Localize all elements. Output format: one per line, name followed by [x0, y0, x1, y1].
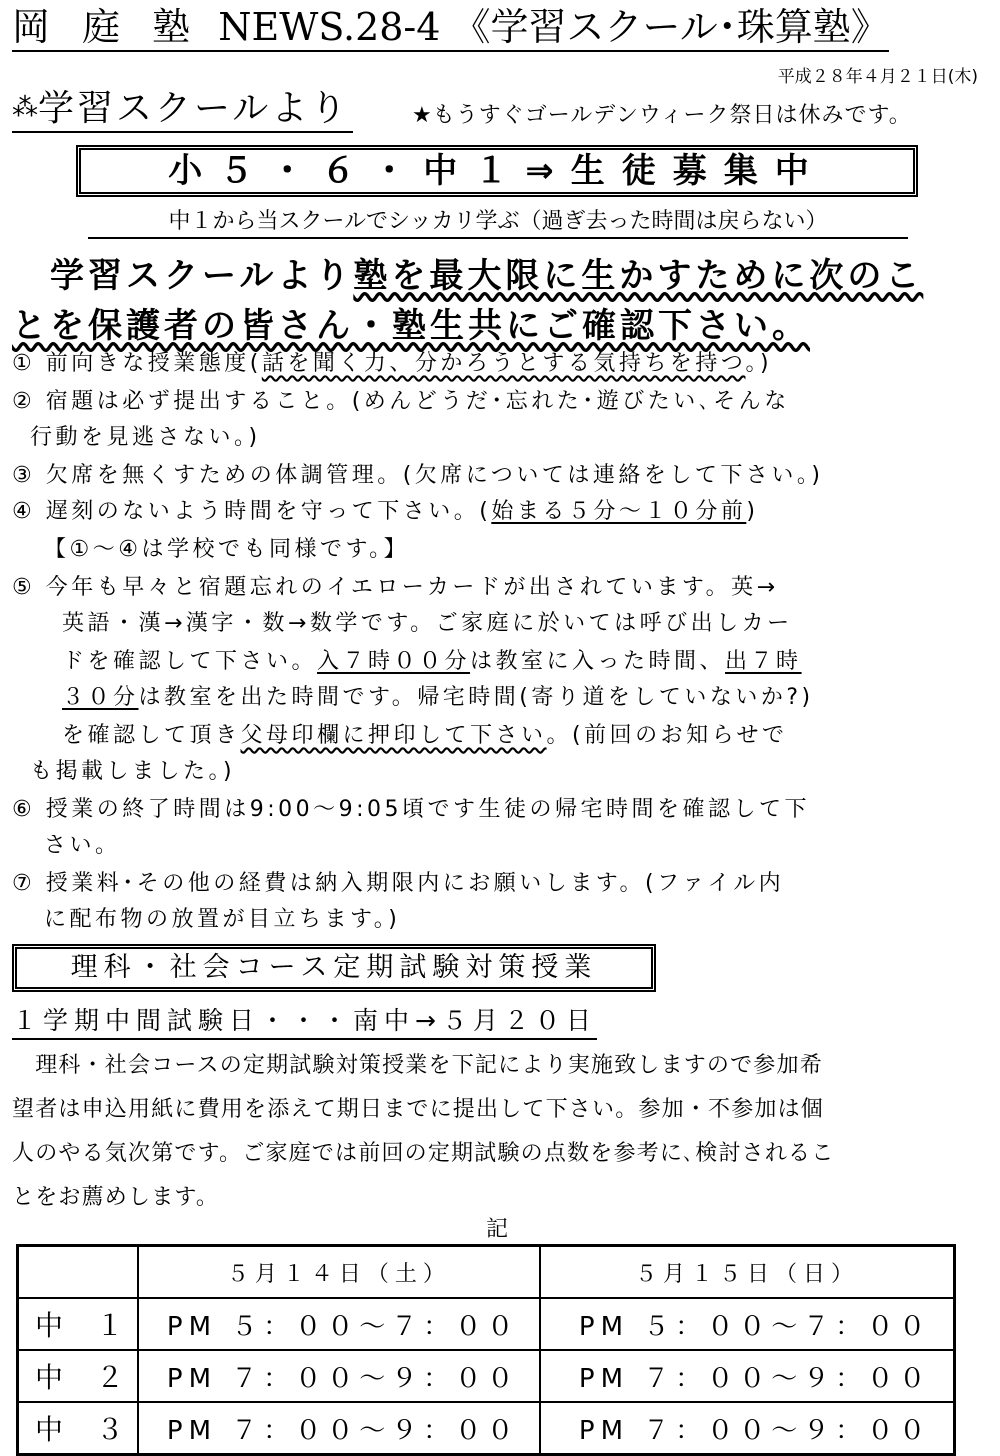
- intro-line-2: とを保護者の皆さん・塾生共にご確認下さい。: [12, 306, 810, 346]
- header-cell: ５月１４日（土）: [138, 1246, 540, 1299]
- para-line-1: 理科・社会コースの定期試験対策授業を下記により実施致しますので参加希: [12, 1053, 823, 1078]
- section-heading: [12, 86, 353, 133]
- recruitment-banner: [76, 145, 918, 197]
- item-6-cont: さい。: [44, 833, 121, 858]
- time-cell: PM ７：００～９：００: [138, 1402, 540, 1455]
- para-line-3: 人のやる気次第です。ご家庭では前回の定期試験の点数を参考に､検討されるこ: [12, 1141, 835, 1166]
- table-row: [18, 1298, 955, 1350]
- holiday-notice: ★もうすぐゴールデンウィーク祭日は休みです。: [412, 103, 912, 128]
- time-cell: PM ５：００～７：００: [138, 1298, 540, 1350]
- item-7-cont: に配布物の放置が目立ちます。): [44, 907, 401, 932]
- para-line-4: とをお薦めします。: [12, 1185, 220, 1210]
- time-cell: PM ７：００～９：００: [540, 1402, 955, 1455]
- item-5-line2: 英語・漢→漢字・数→数学です。ご家庭に於いては呼び出しカー: [62, 611, 793, 636]
- table-row: [18, 1350, 955, 1402]
- para-line-2: 望者は申込用紙に費用を添えて期日までに提出して下さい。参加・不参加は個: [12, 1097, 825, 1122]
- newsletter-subtitle: 《学習スクール･珠算塾》: [452, 5, 889, 49]
- intro-line-1: 学習スクールより塾を最大限に生かすために次のこ: [12, 256, 924, 296]
- ki-marker: 記: [486, 1217, 509, 1242]
- item-5-line6: も掲載しました。): [30, 759, 236, 784]
- item-5-line4: ３０分は教室を出た時間です。帰宅時間(寄り道をしていないか?): [62, 685, 814, 710]
- schedule-table: [16, 1244, 956, 1456]
- grade-cell: 中 １: [18, 1298, 138, 1350]
- item-5-line5: を確認して頂き父母印欄に押印して下さい。(前回のお知らせで: [62, 723, 788, 748]
- header-cell: ５月１５日（日）: [540, 1246, 955, 1299]
- item-4-note: 【①～④は学校でも同様です。】: [44, 537, 410, 562]
- grade-cell: 中 ２: [18, 1350, 138, 1402]
- course-box-title: 理科・社会コース定期試験対策授業: [12, 944, 656, 992]
- item-5-line3: ドを確認して下さい。入７時００分は教室に入った時間、出７時: [62, 649, 802, 674]
- item-5: ⑤ 今年も早々と宿題忘れのイエローカードが出されています。英→: [12, 575, 779, 600]
- time-cell: PM ５：００～７：００: [540, 1298, 955, 1350]
- banner-text: 小５・６・中１⇒生徒募集中: [168, 151, 826, 191]
- school-name: 岡 庭 塾: [12, 5, 201, 49]
- heading-text: 学習スクールより: [38, 88, 350, 129]
- item-7: ⑦ 授業料･その他の経費は納入期限内にお願いします。(ファイル内: [12, 871, 785, 896]
- table-row: [18, 1402, 955, 1455]
- newsletter-title: [12, 4, 889, 52]
- item-1: ① 前向きな授業態度(話を聞く力、分かろうとする気持ちを持つ。): [12, 351, 773, 376]
- exam-date-line: １学期中間試験日・・・南中→５月２０日: [12, 1004, 597, 1040]
- grade-cell: 中 ３: [18, 1402, 138, 1455]
- item-4: ④ 遅刻のないよう時間を守って下さい。(始まる５分～１０分前): [12, 499, 759, 524]
- item-2-cont: 行動を見逃さない。): [30, 425, 261, 450]
- item-3: ③ 欠席を無くすための体調管理。(欠席については連絡をして下さい。): [12, 463, 824, 488]
- issue-date: 平成２８年４月２１日(木): [777, 67, 978, 87]
- asterism-icon: ⁂: [12, 93, 38, 123]
- news-number: NEWS.28-4: [218, 5, 441, 49]
- item-2: ② 宿題は必ず提出すること。(めんどうだ･忘れた･遊びたい､そんな: [12, 389, 790, 414]
- banner-subtitle: 中１から当スクールでシッカリ学ぶ（過ぎ去った時間は戻らない）: [88, 207, 908, 239]
- item-6: ⑥ 授業の終了時間は9:00～9:05頃です生徒の帰宅時間を確認して下: [12, 797, 811, 822]
- table-header-row: [18, 1246, 955, 1299]
- time-cell: PM ７：００～９：００: [540, 1350, 955, 1402]
- time-cell: PM ７：００～９：００: [138, 1350, 540, 1402]
- header-cell: [18, 1246, 138, 1299]
